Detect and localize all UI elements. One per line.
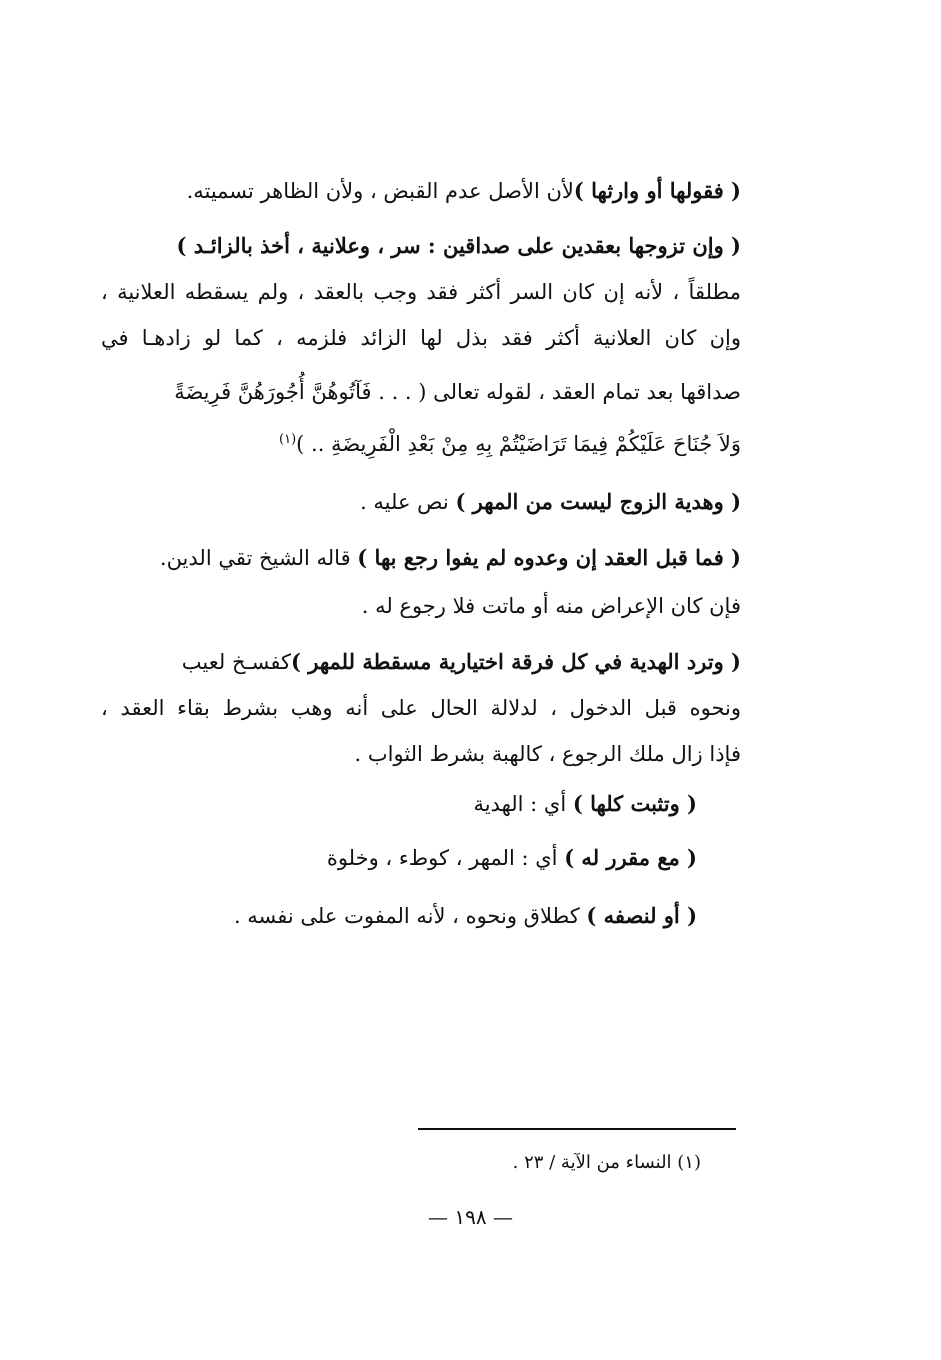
body-text: مطلقاً ، لأنه إن كان السر أكثر فقد وجب بالعقد ، ولم يسقطه العلانية ، <box>101 280 741 304</box>
closing-bracket: ) <box>296 432 305 456</box>
paragraph-line <box>101 175 741 207</box>
paragraph-line <box>101 486 741 518</box>
bold-heading: ( فما قبل العقد إن وعدوه لم يفوا رجع بها ) <box>357 545 741 570</box>
footnote-reference: (١) <box>279 432 297 447</box>
body-text: كطلاق ونحوه ، لأنه المفوت على نفسه . <box>233 904 580 928</box>
bold-heading: ( وترد الهدية في كل فرقة اختيارية مسقطة للمهر ) <box>291 649 741 674</box>
quran-verse: وَلاَ جُنَاحَ عَلَيْكُمْ فِيمَا تَرَاضَيْتُمْ بِهِ مِنْ بَعْدِ الْفَرِيضَةِ .. <box>311 432 741 456</box>
paragraph-line <box>101 590 741 622</box>
paragraph-line <box>101 646 741 678</box>
paragraph-line <box>234 900 697 932</box>
body-text: نص عليه . <box>360 490 449 514</box>
body-text: صداقها بعد تمام العقد ، لقوله تعالى ( . . . <box>378 380 741 404</box>
bold-heading: ( مع مقرر له ) <box>564 845 697 870</box>
paragraph-line <box>101 542 741 574</box>
body-text: لأن الأصل عدم القبض ، ولأن الظاهر تسميته. <box>186 179 574 203</box>
paragraph-line <box>101 276 741 308</box>
paragraph-line <box>101 738 741 770</box>
bold-heading: ( وهدية الزوج ليست من المهر ) <box>455 489 741 514</box>
body-text: قاله الشيخ تقي الدين. <box>159 546 351 570</box>
body-text: فإذا زال ملك الرجوع ، كالهبة بشرط الثواب . <box>354 742 741 766</box>
bold-heading: ( وتثبت كلها ) <box>572 791 697 816</box>
body-text: كفسـخ لعيب <box>181 650 292 674</box>
bold-heading: ( أو لنصفه ) <box>586 903 697 928</box>
page-number: — ١٩٨ — <box>428 1205 513 1229</box>
body-text: ونحوه قبل الدخول ، لدلالة الحال على أنه وهب بشرط بقاء العقد ، <box>101 696 741 720</box>
paragraph-line <box>101 230 741 262</box>
bold-heading: ( وإن تزوجها بعقدين على صداقين : سر ، وعلانية ، أخذ بالزائـد ) <box>176 233 741 258</box>
paragraph-line <box>327 842 697 874</box>
body-text: وإن كان العلانية أكثر فقد بذل لها الزائد فلزمه ، كما لو زادهـا في <box>101 326 741 350</box>
paragraph-line <box>101 376 741 408</box>
body-text: أي : المهر ، كوطء ، وخلوة <box>326 846 558 870</box>
body-text: فإن كان الإعراض منه أو ماتت فلا رجوع له . <box>361 594 741 618</box>
footnote: (١) النساء من الآية / ٢٣ . <box>512 1152 701 1173</box>
paragraph-line <box>101 322 741 354</box>
bold-heading: ( فقولها أو وارثها ) <box>573 178 741 203</box>
body-text: أي : الهدية <box>473 792 567 816</box>
quran-verse: فَآتُوهُنَّ أُجُورَهُنَّ فَرِيضَةً <box>174 380 372 404</box>
footnote-divider <box>418 1128 736 1130</box>
paragraph-line <box>101 424 741 456</box>
paragraph-line <box>101 692 741 724</box>
paragraph-line <box>473 788 697 820</box>
